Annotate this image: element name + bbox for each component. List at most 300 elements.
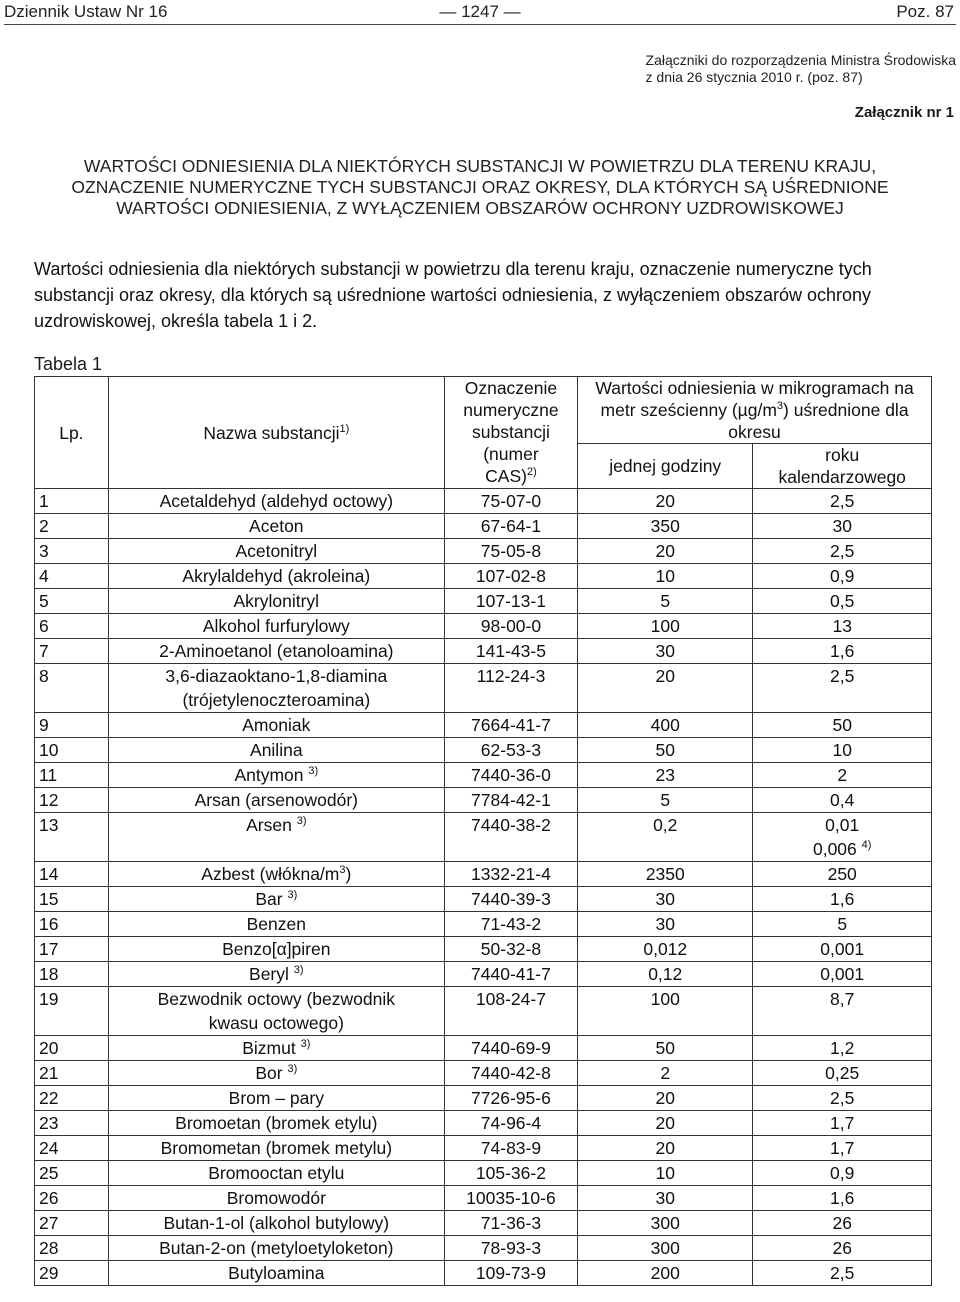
substance-name-line bbox=[113, 788, 440, 812]
cell-hourly-value: 5 bbox=[578, 589, 753, 614]
header-cas-text: CAS) bbox=[485, 466, 527, 486]
cell-cas-number: 7784-42-1 bbox=[444, 788, 577, 813]
table-row bbox=[35, 1261, 932, 1286]
substance-name-line bbox=[113, 887, 440, 911]
cell-annual-value bbox=[753, 589, 932, 614]
cell-annual-value bbox=[753, 1211, 932, 1236]
cell-hourly-value: 5 bbox=[578, 788, 753, 813]
table-row bbox=[35, 813, 932, 862]
cell-cas-number: 50-32-8 bbox=[444, 937, 577, 962]
intro-paragraph: Wartości odniesienia dla niektórych substancji w powietrzu dla terenu kraju, oznaczenie numeryczne tych substancji oraz okresy, dla których są uśrednione wartości odniesienia, z wyłączeniem obszarów ochrony uzdrowiskowej, określa tabela 1 i 2. bbox=[34, 259, 872, 331]
cell-substance-name bbox=[108, 1186, 444, 1211]
cell-substance-name bbox=[108, 912, 444, 937]
cell-substance-name bbox=[108, 1086, 444, 1111]
annual-value: 0,25 bbox=[825, 1063, 860, 1083]
cell-cas-number: 67-64-1 bbox=[444, 514, 577, 539]
header-year-line: kalendarzowego bbox=[778, 467, 906, 487]
cell-hourly-value: 20 bbox=[578, 539, 753, 564]
annual-value: 30 bbox=[832, 516, 852, 536]
cell-substance-name bbox=[108, 763, 444, 788]
substance-name: 2-Aminoetanol (etanoloamina) bbox=[159, 641, 394, 661]
cell-hourly-value: 300 bbox=[578, 1236, 753, 1261]
cell-annual-value bbox=[753, 1136, 932, 1161]
cell-cas-number: 75-05-8 bbox=[444, 539, 577, 564]
substance-name-line bbox=[113, 564, 440, 588]
substance-name-line bbox=[113, 813, 440, 837]
header-name bbox=[108, 377, 444, 489]
substance-name: Azbest (włókna/m bbox=[201, 864, 340, 884]
annex-title: Załącznik nr 1 bbox=[854, 104, 954, 121]
substance-name-line bbox=[113, 1261, 440, 1285]
cell-annual-value bbox=[753, 664, 932, 713]
table-row bbox=[35, 489, 932, 514]
substance-name: Amoniak bbox=[242, 715, 311, 735]
cell-cas-number: 7726-95-6 bbox=[444, 1086, 577, 1111]
cell-lp: 28 bbox=[35, 1236, 109, 1261]
substance-name-line bbox=[113, 514, 440, 538]
page-number: — 1247 — bbox=[439, 2, 521, 21]
header-values-line: Wartości odniesienia w mikrogramach na bbox=[595, 378, 914, 398]
cell-annual-value bbox=[753, 738, 932, 763]
substance-name: Acetonitryl bbox=[235, 541, 318, 561]
cell-hourly-value: 50 bbox=[578, 738, 753, 763]
table-row bbox=[35, 987, 932, 1036]
cell-substance-name bbox=[108, 589, 444, 614]
reference-values-table bbox=[34, 376, 932, 1286]
annual-value: 2 bbox=[837, 765, 848, 785]
table-body bbox=[35, 489, 932, 1286]
substance-name: Aceton bbox=[249, 516, 304, 536]
cell-substance-name bbox=[108, 813, 444, 862]
substance-name-line bbox=[113, 862, 440, 886]
cell-substance-name bbox=[108, 564, 444, 589]
cell-annual-value bbox=[753, 862, 932, 887]
header-name-text: Nazwa substancji bbox=[203, 422, 340, 443]
cell-cas-number: 7440-38-2 bbox=[444, 813, 577, 862]
substance-name-line bbox=[113, 937, 440, 961]
cell-hourly-value: 20 bbox=[578, 664, 753, 713]
running-header bbox=[4, 2, 956, 25]
substance-name: Butan-1-ol (alkohol butylowy) bbox=[163, 1213, 390, 1233]
table-row bbox=[35, 937, 932, 962]
cell-substance-name bbox=[108, 887, 444, 912]
annual-value: 10 bbox=[832, 740, 852, 760]
cell-substance-name bbox=[108, 1036, 444, 1061]
cell-lp: 11 bbox=[35, 763, 109, 788]
table-row bbox=[35, 713, 932, 738]
substance-name: Brom – pary bbox=[228, 1088, 324, 1108]
cell-substance-name bbox=[108, 1261, 444, 1286]
cell-cas-number: 74-83-9 bbox=[444, 1136, 577, 1161]
header-values-text: metr sześcienny (µg/m bbox=[600, 400, 777, 420]
cell-cas-number: 7440-41-7 bbox=[444, 962, 577, 987]
substance-name-line bbox=[113, 614, 440, 638]
cell-lp: 10 bbox=[35, 738, 109, 763]
substance-name: Bromoetan (bromek etylu) bbox=[175, 1113, 378, 1133]
cell-substance-name bbox=[108, 788, 444, 813]
cell-hourly-value: 23 bbox=[578, 763, 753, 788]
header-cas-line: substancji bbox=[472, 422, 550, 442]
cell-hourly-value: 0,2 bbox=[578, 813, 753, 862]
cell-lp: 21 bbox=[35, 1061, 109, 1086]
cell-annual-value bbox=[753, 1236, 932, 1261]
cell-lp: 16 bbox=[35, 912, 109, 937]
cell-annual-value bbox=[753, 887, 932, 912]
cell-substance-name bbox=[108, 514, 444, 539]
cell-hourly-value: 100 bbox=[578, 614, 753, 639]
table-row bbox=[35, 639, 932, 664]
substance-name: Bizmut bbox=[242, 1038, 296, 1058]
cell-substance-name bbox=[108, 738, 444, 763]
cell-lp: 2 bbox=[35, 514, 109, 539]
cell-hourly-value: 300 bbox=[578, 1211, 753, 1236]
cell-hourly-value: 30 bbox=[578, 639, 753, 664]
cell-annual-value bbox=[753, 1036, 932, 1061]
cell-hourly-value: 100 bbox=[578, 987, 753, 1036]
substance-name-line bbox=[113, 1161, 440, 1185]
header-cas-line bbox=[449, 465, 573, 487]
cell-substance-name bbox=[108, 937, 444, 962]
cell-cas-number: 7440-69-9 bbox=[444, 1036, 577, 1061]
table-row bbox=[35, 763, 932, 788]
substance-name-line bbox=[113, 1136, 440, 1160]
substance-name-line bbox=[113, 987, 440, 1011]
cell-annual-value bbox=[753, 539, 932, 564]
heading-line: WARTOŚCI ODNIESIENIA, Z WYŁĄCZENIEM OBSZARÓW OCHRONY UZDROWISKOWEJ bbox=[116, 198, 844, 218]
cell-hourly-value: 30 bbox=[578, 912, 753, 937]
annual-value: 0,01 bbox=[825, 815, 860, 835]
cell-cas-number: 7664-41-7 bbox=[444, 713, 577, 738]
cell-lp: 19 bbox=[35, 987, 109, 1036]
annex-note-line: z dnia 26 stycznia 2010 r. (poz. 87) bbox=[645, 69, 863, 85]
footnote-marker: 3) bbox=[287, 889, 298, 902]
cell-substance-name bbox=[108, 987, 444, 1036]
cell-lp: 5 bbox=[35, 589, 109, 614]
substance-name-line bbox=[113, 1236, 440, 1260]
cell-cas-number: 78-93-3 bbox=[444, 1236, 577, 1261]
cell-hourly-value: 20 bbox=[578, 489, 753, 514]
position-number: Poz. 87 bbox=[896, 2, 954, 21]
annual-value: 1,6 bbox=[830, 889, 855, 909]
cell-lp: 3 bbox=[35, 539, 109, 564]
substance-name: 3,6-diazaoktano-1,8-diamina bbox=[165, 666, 388, 686]
cell-hourly-value: 20 bbox=[578, 1111, 753, 1136]
cell-annual-value bbox=[753, 1061, 932, 1086]
annual-value: 0,5 bbox=[830, 591, 855, 611]
header-cas-line: Oznaczenie bbox=[464, 378, 558, 398]
substance-name-line bbox=[113, 763, 440, 787]
cell-substance-name bbox=[108, 713, 444, 738]
table-row bbox=[35, 1186, 932, 1211]
substance-name: Alkohol furfurylowy bbox=[202, 616, 350, 636]
cell-cas-number: 109-73-9 bbox=[444, 1261, 577, 1286]
table-row bbox=[35, 912, 932, 937]
substance-name-line bbox=[113, 589, 440, 613]
cell-substance-name bbox=[108, 1236, 444, 1261]
annual-value: 26 bbox=[832, 1238, 852, 1258]
cell-lp: 1 bbox=[35, 489, 109, 514]
cell-annual-value bbox=[753, 489, 932, 514]
annual-value: 250 bbox=[827, 864, 857, 884]
table-row bbox=[35, 738, 932, 763]
cell-lp: 24 bbox=[35, 1136, 109, 1161]
cell-annual-value bbox=[753, 514, 932, 539]
annual-value: 2,5 bbox=[830, 541, 855, 561]
footnote-marker: 4) bbox=[861, 839, 872, 852]
cell-cas-number: 1332-21-4 bbox=[444, 862, 577, 887]
cell-lp: 27 bbox=[35, 1211, 109, 1236]
substance-name-line bbox=[113, 1061, 440, 1085]
footnote-marker: 3) bbox=[308, 765, 319, 778]
substance-name-line bbox=[113, 1186, 440, 1210]
annual-value: 50 bbox=[832, 715, 852, 735]
heading-line: OZNACZENIE NUMERYCZNE TYCH SUBSTANCJI ORAZ OKRESY, DLA KTÓRYCH SĄ UŚREDNIONE bbox=[71, 177, 889, 197]
annual-value: 0,001 bbox=[820, 939, 865, 959]
substance-name: Arsan (arsenowodór) bbox=[194, 790, 358, 810]
cell-hourly-value: 20 bbox=[578, 1136, 753, 1161]
cell-substance-name bbox=[108, 1211, 444, 1236]
table-row bbox=[35, 1211, 932, 1236]
table-row bbox=[35, 1086, 932, 1111]
substance-name: Bor bbox=[255, 1063, 283, 1083]
cell-annual-value bbox=[753, 987, 932, 1036]
cell-hourly-value: 400 bbox=[578, 713, 753, 738]
annual-value: 26 bbox=[832, 1213, 852, 1233]
cell-cas-number: 105-36-2 bbox=[444, 1161, 577, 1186]
cell-substance-name bbox=[108, 614, 444, 639]
header-values-text: ) uśrednione dla bbox=[783, 400, 909, 420]
cell-hourly-value: 10 bbox=[578, 564, 753, 589]
cell-lp: 12 bbox=[35, 788, 109, 813]
substance-name: Benzo[α]piren bbox=[222, 939, 331, 959]
annual-value: 13 bbox=[832, 616, 852, 636]
table-row bbox=[35, 564, 932, 589]
cell-lp: 22 bbox=[35, 1086, 109, 1111]
substance-name: Acetaldehyd (aldehyd octowy) bbox=[159, 491, 394, 511]
cell-annual-value bbox=[753, 1261, 932, 1286]
annual-value: 0,001 bbox=[820, 964, 865, 984]
substance-name: Bar bbox=[255, 889, 283, 909]
cell-substance-name bbox=[108, 1061, 444, 1086]
annual-value: 0,9 bbox=[830, 566, 855, 586]
annual-value: 1,2 bbox=[830, 1038, 855, 1058]
cell-annual-value bbox=[753, 763, 932, 788]
cell-hourly-value: 2 bbox=[578, 1061, 753, 1086]
table-row bbox=[35, 862, 932, 887]
header-cas-line: (numer bbox=[483, 444, 539, 464]
cell-hourly-value: 2350 bbox=[578, 862, 753, 887]
substance-name: Butan-2-on (metyloetyloketon) bbox=[159, 1238, 394, 1258]
cell-substance-name bbox=[108, 664, 444, 713]
substance-name: Beryl bbox=[249, 964, 289, 984]
table-row bbox=[35, 1161, 932, 1186]
substance-name-line: (trójetylenoczteroamina) bbox=[182, 690, 371, 710]
annual-value: 2,5 bbox=[830, 1263, 855, 1283]
cell-annual-value bbox=[753, 1111, 932, 1136]
cell-annual-value bbox=[753, 1186, 932, 1211]
annual-value: 0,4 bbox=[830, 790, 855, 810]
cell-cas-number: 7440-36-0 bbox=[444, 763, 577, 788]
table-row bbox=[35, 1136, 932, 1161]
table-row bbox=[35, 1111, 932, 1136]
cell-annual-value bbox=[753, 1086, 932, 1111]
annual-value-alt: 0,006 bbox=[812, 839, 857, 859]
cell-cas-number: 107-13-1 bbox=[444, 589, 577, 614]
header-lp: Lp. bbox=[35, 377, 109, 489]
superscript: 3 bbox=[776, 400, 784, 413]
cell-cas-number: 7440-42-8 bbox=[444, 1061, 577, 1086]
cell-substance-name bbox=[108, 639, 444, 664]
cell-lp: 14 bbox=[35, 862, 109, 887]
cell-hourly-value: 30 bbox=[578, 1186, 753, 1211]
table-row bbox=[35, 887, 932, 912]
substance-name: Bromometan (bromek metylu) bbox=[160, 1138, 393, 1158]
footnote-marker: 3) bbox=[300, 1038, 311, 1051]
cell-cas-number: 10035-10-6 bbox=[444, 1186, 577, 1211]
substance-name-line bbox=[113, 713, 440, 737]
cell-annual-value bbox=[753, 788, 932, 813]
cell-annual-value bbox=[753, 1161, 932, 1186]
header-cas bbox=[444, 377, 577, 489]
substance-name-line bbox=[113, 489, 440, 513]
table-row bbox=[35, 539, 932, 564]
cell-cas-number: 74-96-4 bbox=[444, 1111, 577, 1136]
substance-name-line: kwasu octowego) bbox=[208, 1013, 344, 1033]
annual-value: 5 bbox=[837, 914, 848, 934]
substance-name: Bromooctan etylu bbox=[208, 1163, 345, 1183]
table-row bbox=[35, 1236, 932, 1261]
annual-value: 1,6 bbox=[830, 1188, 855, 1208]
footnote-marker: 3) bbox=[293, 964, 304, 977]
substance-name-line bbox=[113, 1211, 440, 1235]
substance-name-line bbox=[113, 664, 440, 688]
cell-lp: 18 bbox=[35, 962, 109, 987]
cell-cas-number: 71-36-3 bbox=[444, 1211, 577, 1236]
header-hour: jednej godziny bbox=[578, 444, 753, 489]
substance-name: Akrylaldehyd (akroleina) bbox=[182, 566, 371, 586]
substance-name: Benzen bbox=[246, 914, 306, 934]
cell-cas-number: 107-02-8 bbox=[444, 564, 577, 589]
cell-lp: 15 bbox=[35, 887, 109, 912]
substance-name-line bbox=[113, 1111, 440, 1135]
table-caption: Tabela 1 bbox=[34, 354, 103, 374]
annual-value: 0,9 bbox=[830, 1163, 855, 1183]
cell-lp: 29 bbox=[35, 1261, 109, 1286]
table-row bbox=[35, 514, 932, 539]
annex-note bbox=[646, 52, 956, 86]
header-reference-values bbox=[578, 377, 932, 444]
cell-substance-name bbox=[108, 1111, 444, 1136]
table-row bbox=[35, 589, 932, 614]
cell-annual-value bbox=[753, 614, 932, 639]
header-values-line: okresu bbox=[728, 422, 781, 442]
substance-name: Bezwodnik octowy (bezwodnik bbox=[157, 989, 395, 1009]
substance-name: Arsen bbox=[246, 815, 292, 835]
cell-cas-number: 7440-39-3 bbox=[444, 887, 577, 912]
header-year-line: roku bbox=[825, 445, 860, 465]
cell-cas-number: 141-43-5 bbox=[444, 639, 577, 664]
annual-value-line bbox=[757, 837, 927, 861]
substance-name: Anilina bbox=[250, 740, 303, 760]
substance-name: Antymon bbox=[234, 765, 304, 785]
annual-value: 2,5 bbox=[830, 491, 855, 511]
table-row bbox=[35, 1036, 932, 1061]
substance-name-line bbox=[113, 539, 440, 563]
substance-name: Akrylonitryl bbox=[233, 591, 320, 611]
table-row bbox=[35, 788, 932, 813]
table-row bbox=[35, 962, 932, 987]
annual-value: 2,5 bbox=[830, 666, 855, 686]
substance-name-line bbox=[113, 962, 440, 986]
cell-annual-value bbox=[753, 937, 932, 962]
cell-lp: 17 bbox=[35, 937, 109, 962]
cell-cas-number: 108-24-7 bbox=[444, 987, 577, 1036]
substance-name-line bbox=[113, 912, 440, 936]
cell-cas-number: 62-53-3 bbox=[444, 738, 577, 763]
journal-title: Dziennik Ustaw Nr 16 bbox=[4, 2, 168, 21]
cell-annual-value bbox=[753, 962, 932, 987]
cell-hourly-value: 30 bbox=[578, 887, 753, 912]
header-cas-line: numeryczne bbox=[463, 400, 559, 420]
cell-lp: 9 bbox=[35, 713, 109, 738]
annex-note-line: Załączniki do rozporządzenia Ministra Środowiska bbox=[645, 52, 956, 68]
superscript: 3 bbox=[339, 864, 346, 877]
header-values-line bbox=[582, 399, 927, 421]
annual-value: 2,5 bbox=[830, 1088, 855, 1108]
cell-lp: 6 bbox=[35, 614, 109, 639]
cell-substance-name bbox=[108, 1161, 444, 1186]
cell-hourly-value: 20 bbox=[578, 1086, 753, 1111]
cell-cas-number: 75-07-0 bbox=[444, 489, 577, 514]
footnote-marker: 3) bbox=[296, 815, 307, 828]
cell-cas-number: 112-24-3 bbox=[444, 664, 577, 713]
cell-hourly-value: 0,012 bbox=[578, 937, 753, 962]
substance-name-tail: ) bbox=[345, 864, 352, 884]
cell-lp: 8 bbox=[35, 664, 109, 713]
cell-cas-number: 71-43-2 bbox=[444, 912, 577, 937]
cell-lp: 20 bbox=[35, 1036, 109, 1061]
substance-name-line bbox=[113, 639, 440, 663]
cell-lp: 7 bbox=[35, 639, 109, 664]
cell-substance-name bbox=[108, 489, 444, 514]
heading-line: WARTOŚCI ODNIESIENIA DLA NIEKTÓRYCH SUBSTANCJI W POWIETRZU DLA TERENU KRAJU, bbox=[83, 156, 877, 176]
annual-value: 1,7 bbox=[830, 1113, 855, 1133]
cell-substance-name bbox=[108, 962, 444, 987]
cell-substance-name bbox=[108, 539, 444, 564]
cell-hourly-value: 10 bbox=[578, 1161, 753, 1186]
cell-annual-value bbox=[753, 813, 932, 862]
cell-annual-value bbox=[753, 639, 932, 664]
cell-hourly-value: 350 bbox=[578, 514, 753, 539]
substance-name: Bromowodór bbox=[226, 1188, 326, 1208]
cell-lp: 26 bbox=[35, 1186, 109, 1211]
cell-substance-name bbox=[108, 1136, 444, 1161]
cell-cas-number: 98-00-0 bbox=[444, 614, 577, 639]
substance-name-line bbox=[113, 1036, 440, 1060]
footnote-marker: 1) bbox=[339, 422, 350, 435]
table-header bbox=[35, 377, 932, 489]
cell-annual-value bbox=[753, 564, 932, 589]
cell-annual-value bbox=[753, 912, 932, 937]
cell-substance-name bbox=[108, 862, 444, 887]
substance-name: Butyloamina bbox=[228, 1263, 325, 1283]
annual-value: 8,7 bbox=[830, 989, 855, 1009]
cell-lp: 13 bbox=[35, 813, 109, 862]
table-row bbox=[35, 614, 932, 639]
footnote-marker: 3) bbox=[287, 1063, 298, 1076]
cell-hourly-value: 50 bbox=[578, 1036, 753, 1061]
footnote-marker: 2) bbox=[526, 466, 537, 479]
